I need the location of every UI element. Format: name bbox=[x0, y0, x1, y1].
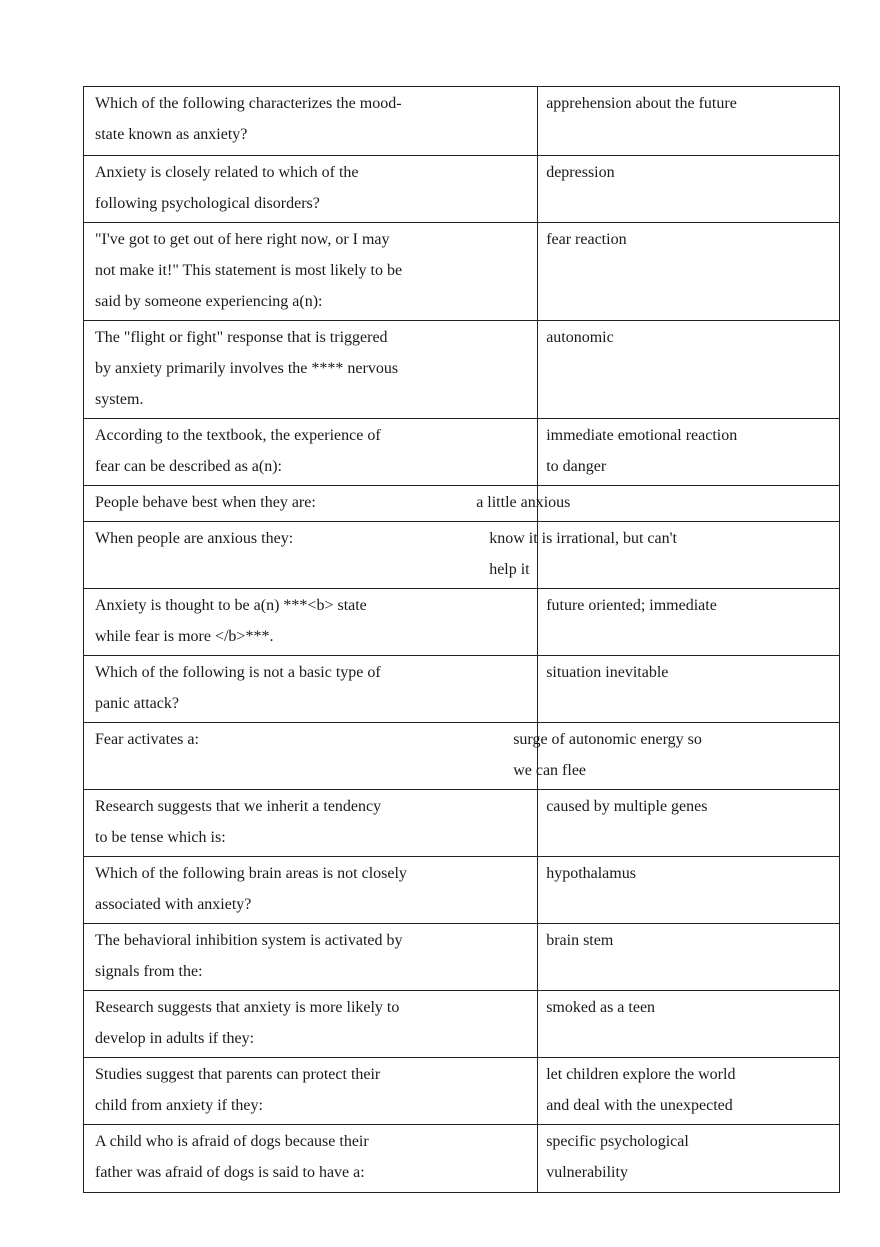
question-text: According to the textbook, the experience of fear can be described as a(n): bbox=[95, 427, 381, 475]
question-cell bbox=[84, 924, 538, 991]
answer-cell bbox=[538, 156, 840, 223]
question-cell bbox=[84, 1058, 538, 1125]
answer-text: fear reaction bbox=[546, 231, 627, 248]
question-text: Which of the following brain areas is not closely associated with anxiety? bbox=[95, 865, 407, 913]
question-cell bbox=[84, 419, 538, 486]
question-text: The "flight or fight" response that is triggered by anxiety primarily involves the **** nervous system. bbox=[95, 329, 399, 408]
answer-cell bbox=[538, 223, 840, 321]
question-text: Anxiety is closely related to which of the following psychological disorders? bbox=[95, 164, 359, 212]
question-text: People behave best when they are: bbox=[95, 494, 316, 511]
question-text: When people are anxious they: bbox=[95, 530, 294, 547]
answer-text: specific psychological vulnerability bbox=[546, 1133, 689, 1181]
answer-cell bbox=[538, 924, 840, 991]
question-cell bbox=[84, 223, 538, 321]
answer-text: immediate emotional reaction to danger bbox=[546, 427, 738, 475]
table-row bbox=[84, 1125, 840, 1193]
table-row bbox=[84, 656, 840, 723]
question-text: Research suggests that anxiety is more likely to develop in adults if they: bbox=[95, 999, 400, 1047]
question-text: Studies suggest that parents can protect their child from anxiety if they: bbox=[95, 1066, 381, 1114]
question-text: A child who is afraid of dogs because their father was afraid of dogs is said to have a: bbox=[95, 1133, 369, 1181]
answer-text: let children explore the world and deal with the unexpected bbox=[546, 1066, 736, 1114]
question-text: Which of the following characterizes the mood- state known as anxiety? bbox=[95, 95, 402, 143]
answer-text: know it is irrational, but can't help it bbox=[489, 530, 677, 578]
answer-cell bbox=[538, 857, 840, 924]
question-cell bbox=[84, 486, 538, 522]
answer-cell bbox=[538, 1058, 840, 1125]
question-text: "I've got to get out of here right now, or I may not make it!" This statement is most likely to be said by someone experiencing a(n): bbox=[95, 231, 403, 310]
question-cell bbox=[84, 656, 538, 723]
answer-text: surge of autonomic energy so we can flee bbox=[513, 731, 702, 779]
answer-cell bbox=[538, 87, 840, 156]
table-row bbox=[84, 790, 840, 857]
answer-cell bbox=[538, 321, 840, 419]
answer-text: situation inevitable bbox=[546, 664, 669, 681]
table-row bbox=[84, 223, 840, 321]
table-row bbox=[84, 723, 840, 790]
question-text: Research suggests that we inherit a tendency to be tense which is: bbox=[95, 798, 382, 846]
answer-cell bbox=[476, 486, 840, 522]
answer-text: apprehension about the future bbox=[546, 95, 737, 112]
table-row bbox=[84, 522, 840, 589]
answer-cell bbox=[513, 723, 840, 790]
answer-cell bbox=[538, 656, 840, 723]
question-cell bbox=[84, 1125, 538, 1193]
answer-cell bbox=[489, 522, 840, 589]
question-cell bbox=[84, 991, 538, 1058]
answer-cell bbox=[538, 790, 840, 857]
question-cell bbox=[84, 589, 538, 656]
table-row bbox=[84, 419, 840, 486]
answer-text: future oriented; immediate bbox=[546, 597, 717, 614]
qa-table bbox=[83, 86, 840, 1193]
table-row bbox=[84, 924, 840, 991]
answer-text: brain stem bbox=[546, 932, 614, 949]
question-text: Fear activates a: bbox=[95, 731, 199, 748]
answer-cell bbox=[538, 991, 840, 1058]
answer-text: depression bbox=[546, 164, 615, 181]
table-row bbox=[84, 87, 840, 156]
answer-text: caused by multiple genes bbox=[546, 798, 708, 815]
table-row bbox=[84, 321, 840, 419]
question-cell bbox=[84, 321, 538, 419]
question-text: Anxiety is thought to be a(n) ***<b> state while fear is more </b>***. bbox=[95, 597, 367, 645]
table-row bbox=[84, 991, 840, 1058]
question-text: The behavioral inhibition system is activated by signals from the: bbox=[95, 932, 403, 980]
answer-cell bbox=[538, 1125, 840, 1193]
answer-text: hypothalamus bbox=[546, 865, 636, 882]
question-cell bbox=[84, 522, 538, 589]
question-cell bbox=[84, 790, 538, 857]
table-row bbox=[84, 1058, 840, 1125]
table-row bbox=[84, 857, 840, 924]
table-row bbox=[84, 486, 840, 522]
answer-cell bbox=[538, 589, 840, 656]
question-cell bbox=[84, 723, 538, 790]
question-text: Which of the following is not a basic type of panic attack? bbox=[95, 664, 381, 712]
question-cell bbox=[84, 857, 538, 924]
answer-text: smoked as a teen bbox=[546, 999, 656, 1016]
question-cell bbox=[84, 87, 538, 156]
question-cell bbox=[84, 156, 538, 223]
answer-text: autonomic bbox=[546, 329, 614, 346]
table-row bbox=[84, 156, 840, 223]
answer-text: a little anxious bbox=[476, 494, 571, 511]
table-row bbox=[84, 589, 840, 656]
answer-cell bbox=[538, 419, 840, 486]
